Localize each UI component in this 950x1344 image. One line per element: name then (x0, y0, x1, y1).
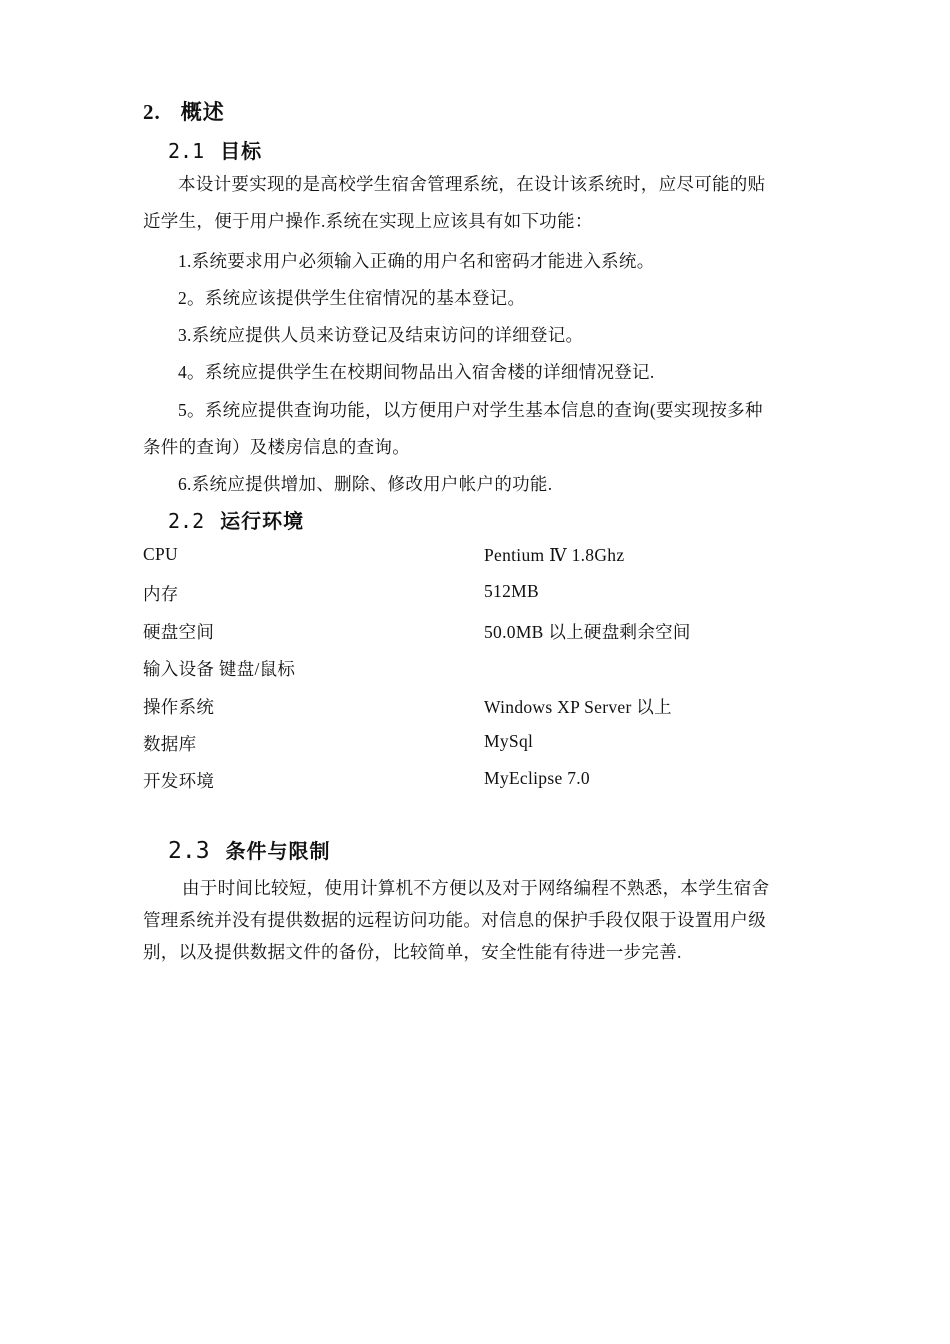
constraints-line3: 别，以及提供数据文件的备份，比较简单，安全性能有待进一步完善. (143, 942, 682, 962)
goal-item-4: 4。系统应提供学生在校期间物品出入宿舍楼的详细情况登记. (178, 362, 655, 382)
constraints-line2: 管理系统并没有提供数据的远程访问功能。对信息的保护手段仅限于设置用户级 (143, 910, 766, 930)
goal-item-5: 5。系统应提供查询功能，以方便用户对学生基本信息的查询(要实现按多种 (178, 400, 763, 420)
constraints-heading (168, 835, 331, 864)
goal-intro-line1: 本设计要实现的是高校学生宿舍管理系统，在设计该系统时，应尽可能的贴 (178, 174, 766, 194)
goal-heading (168, 135, 262, 164)
env-row-db-label: 数据库 (143, 734, 197, 754)
environment-title: 运行环境 (220, 509, 305, 533)
constraints-line1: 由于时间比较短，使用计算机不方便以及对于网络编程不熟悉，本学生宿舍 (182, 878, 770, 898)
goal-title: 目标 (220, 139, 263, 163)
environment-heading (168, 505, 304, 534)
env-row-os-value: Windows XP Server 以上 (484, 697, 672, 717)
env-row-ide-label: 开发环境 (143, 771, 215, 791)
goal-number: 2.1 (168, 139, 205, 163)
env-row-input-label: 输入设备 键盘/鼠标 (143, 659, 296, 679)
env-row-memory-label: 内存 (143, 584, 179, 604)
env-row-disk-value: 50.0MB 以上硬盘剩余空间 (484, 622, 691, 642)
goal-item-1: 1.系统要求用户必须输入正确的用户名和密码才能进入系统。 (178, 251, 655, 271)
constraints-number: 2.3 (168, 838, 210, 864)
section-number: 2. (143, 100, 161, 124)
env-row-cpu-value: Pentium Ⅳ 1.8Ghz (484, 545, 625, 565)
goal-intro-line2: 近学生，便于用户操作.系统在实现上应该具有如下功能： (143, 211, 593, 231)
env-row-db-value: MySql (484, 731, 534, 751)
env-row-ide-value: MyEclipse 7.0 (484, 768, 590, 788)
section-title: 概述 (180, 100, 225, 124)
env-row-cpu-label: CPU (143, 544, 178, 564)
goal-item-6: 6.系统应提供增加、删除、修改用户帐户的功能. (178, 474, 553, 494)
constraints-title: 条件与限制 (225, 839, 331, 863)
goal-item-3: 3.系统应提供人员来访登记及结束访问的详细登记。 (178, 325, 584, 345)
env-row-disk-label: 硬盘空间 (143, 622, 215, 642)
goal-item-2: 2。系统应该提供学生住宿情况的基本登记。 (178, 288, 526, 308)
section-heading (143, 96, 225, 126)
env-row-memory-value: 512MB (484, 581, 539, 601)
env-row-os-label: 操作系统 (143, 697, 215, 717)
goal-item-5-cont: 条件的查询）及楼房信息的查询。 (143, 437, 410, 457)
environment-number: 2.2 (168, 509, 205, 533)
